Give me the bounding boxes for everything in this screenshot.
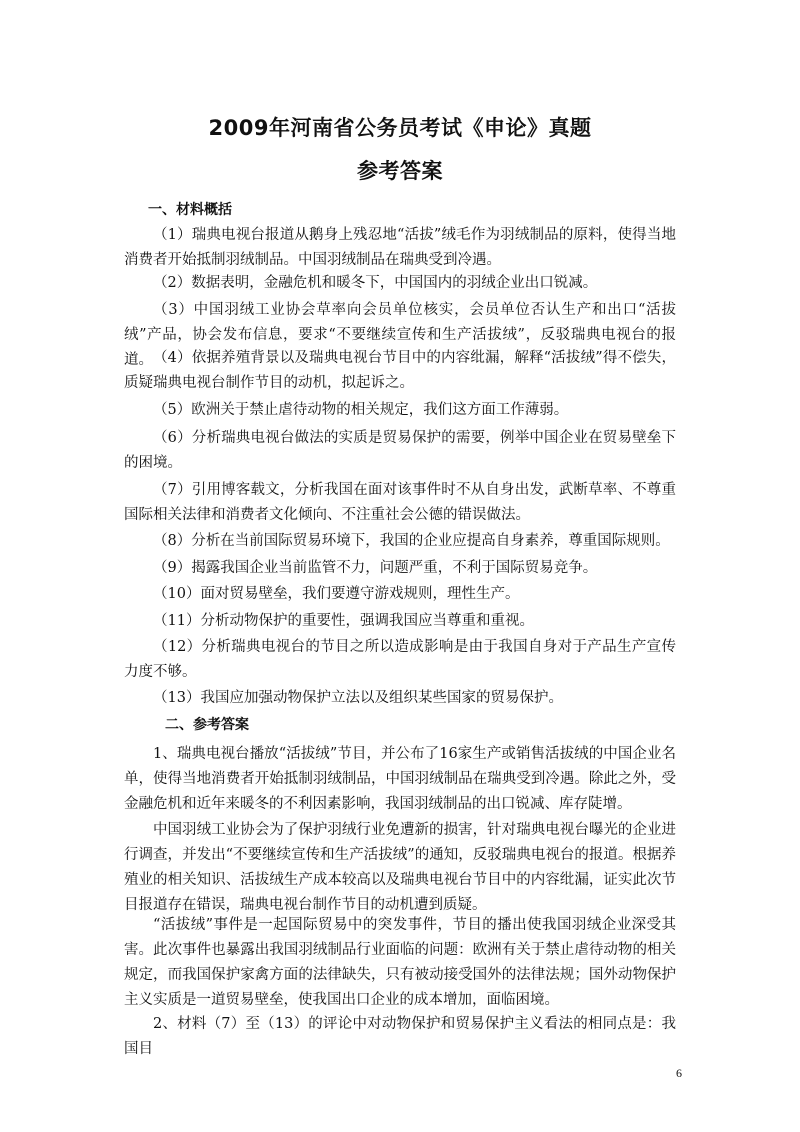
page-number: 6 — [676, 1066, 682, 1080]
summary-item: （6）分析瑞典电视台做法的实质是贸易保护的需要，例举中国企业在贸易壁垒下的困境。 — [124, 430, 676, 471]
document-title: 2009年河南省公务员考试《申论》真题 — [208, 116, 592, 140]
answer-paragraph: 中国羽绒工业协会为了保护羽绒行业免遭新的损害，针对瑞典电视台曝光的企业进行调查，并发出“不要继续宣传和生产活拔绒”的通知，反驳瑞典电视台的报道。根据养殖业的相关知识、活拔绒生产成本较高以及瑞典电视台节目中的内容纰漏，证实此次节目报道存在错误，瑞典电视台制作节目的动机遭到质疑。 — [124, 822, 676, 913]
summary-item: （7）引用博客载文，分析我国在面对该事件时不从自身出发，武断草率、不尊重国际相关法律和消费者文化倾向、不注重社会公德的错误做法。 — [124, 482, 676, 523]
summary-item: （8）分析在当前国际贸易环境下，我国的企业应提高自身素养，尊重国际规则。 — [153, 533, 670, 549]
answer-paragraph: 1、瑞典电视台播放“活拔绒”节目，并公布了16家生产或销售活拔绒的中国企业名单，使得当地消费者开始抵制羽绒制品，中国羽绒制品在瑞典受到冷遇。除此之外，受金融危机和近年来暖冬的不利因素影响，我国羽绒制品的出口锐减、库存陡增。 — [124, 746, 676, 812]
section-heading-answers: 二、参考答案 — [165, 717, 249, 733]
summary-item: （3）中国羽绒工业协会草率向会员单位核实，会员单位否认生产和出口“活拔绒”产品，协会发布信息，要求“不要继续宣传和生产活拔绒”，反驳瑞典电视台的报道。 — [124, 302, 676, 368]
section-heading-summary: 一、材料概括 — [148, 202, 232, 218]
summary-item: （10）面对贸易壁垒，我们要遵守游戏规则，理性生产。 — [153, 586, 520, 602]
summary-item: （13）我国应加强动物保护立法以及组织某些国家的贸易保护。 — [153, 690, 563, 706]
summary-item: （9）揭露我国企业当前监管不力，问题严重，不利于国际贸易竞争。 — [153, 560, 598, 576]
summary-item: （5）欧洲关于禁止虐待动物的相关规定，我们这方面工作薄弱。 — [153, 402, 569, 418]
answer-paragraph: 2、材料（7）至（13）的评论中对动物保护和贸易保护主义看法的相同点是：我国目 — [124, 1016, 676, 1057]
answer-paragraph: “活拔绒”事件是一起国际贸易中的突发事件，节目的播出使我国羽绒企业深受其害。此次事件也暴露出我国羽绒制品行业面临的问题：欧洲有关于禁止虐待动物的相关规定，而我国保护家禽方面的法律缺失，只有被动接受国外的法律法规；国外动物保护主义实质是一道贸易壁垒，使我国出口企业的成本增加，面临困境。 — [124, 917, 676, 1008]
document-subtitle: 参考答案 — [357, 159, 443, 183]
summary-item: （2）数据表明，金融危机和暖冬下，中国国内的羽绒企业出口锐减。 — [153, 275, 598, 291]
summary-item: （11）分析动物保护的重要性，强调我国应当尊重和重视。 — [153, 613, 534, 629]
summary-item: （4）依据养殖背景以及瑞典电视台节目中的内容纰漏，解释“活拔绒”得不偿失，质疑瑞典电视台制作节目的动机，拟起诉之。 — [124, 350, 676, 391]
summary-item: （1）瑞典电视台报道从鹅身上残忍地“活拔”绒毛作为羽绒制品的原料，使得当地消费者开始抵制羽绒制品。中国羽绒制品在瑞典受到冷遇。 — [124, 227, 676, 268]
summary-item: （12）分析瑞典电视台的节目之所以造成影响是由于我国自身对于产品生产宣传力度不够。 — [124, 639, 676, 680]
